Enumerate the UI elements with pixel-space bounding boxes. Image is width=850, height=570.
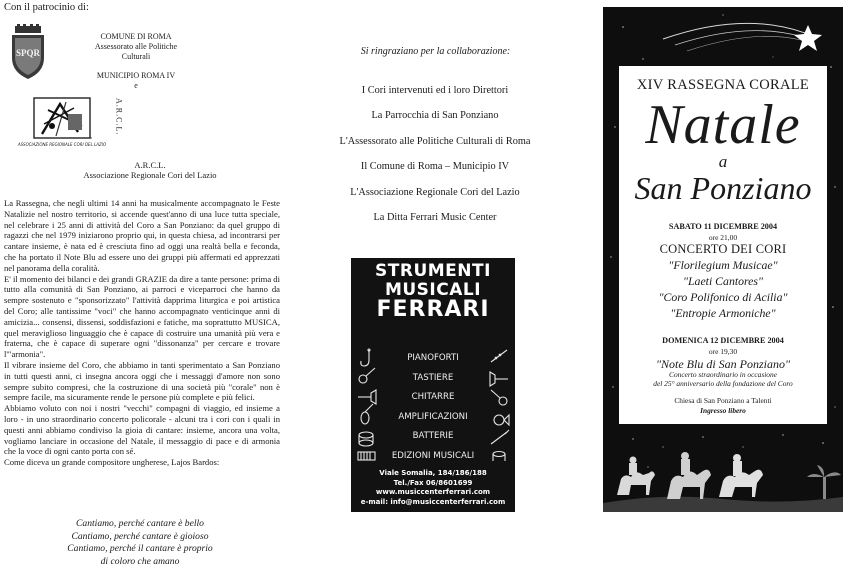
camel-icon xyxy=(667,452,711,499)
ad-product: CHITARRE xyxy=(411,392,455,403)
note-blu-title: "Note Blu di San Ponziano" xyxy=(655,357,791,371)
keyboard-icon xyxy=(358,452,375,460)
ad-email: e-mail: info@musiccenterferrari.com xyxy=(360,497,506,506)
flute-icon xyxy=(491,350,507,362)
second-concert-date: DOMENICA 12 DICEMBRE 2004 xyxy=(662,336,784,345)
ad-title xyxy=(351,262,515,321)
arcl-caption-line: Associazione Regionale Cori del Lazio xyxy=(83,170,217,180)
guitar-icon xyxy=(359,368,375,383)
camel-icon xyxy=(617,457,655,496)
choir-name: "Laeti Cantores" xyxy=(683,274,763,288)
thanks-item: La Ditta Ferrari Music Center xyxy=(373,211,497,223)
venue: Chiesa di San Ponziano a Talenti xyxy=(674,396,772,405)
arcl-logo-icon xyxy=(17,96,110,156)
comune-block xyxy=(52,32,220,91)
concert-title: CONCERTO DEI CORI xyxy=(659,242,787,256)
instrument-icons-left xyxy=(355,348,379,466)
body-paragraph: Come diceva un grande compositore ungherese, Lajos Bardos: xyxy=(4,457,220,468)
drum-icon xyxy=(493,452,505,462)
ferrari-advertisement xyxy=(351,258,515,512)
second-concert-time: ore 19,30 xyxy=(708,347,738,356)
program-card xyxy=(619,66,827,424)
choir-name: "Florilegium Musicae" xyxy=(668,258,778,272)
arcl-logo-side-text: A.R.C.L. xyxy=(114,98,124,136)
comune-line: MUNICIPIO ROMA IV xyxy=(96,71,176,80)
first-concert-time: ore 21,00 xyxy=(708,233,738,242)
ad-product: BATTERIE xyxy=(412,431,454,442)
thanks-list xyxy=(305,84,565,236)
bardos-poem xyxy=(40,518,240,568)
camel-icon xyxy=(719,454,763,497)
comune-line xyxy=(52,62,220,71)
note-blu-description-line: del 25° anniversario della fondazione del Coro xyxy=(653,378,793,388)
ad-title-line: FERRARI xyxy=(376,297,490,322)
comune-line: COMUNE DI ROMA xyxy=(100,32,172,41)
svg-text:SPQR: SPQR xyxy=(15,48,41,58)
ad-title-line: STRUMENTI xyxy=(375,261,491,281)
ad-product: TASTIERE xyxy=(412,372,454,383)
rome-crest-icon xyxy=(8,24,48,80)
trumpet-icon xyxy=(490,372,508,386)
body-paragraph: E' il momento dei bilanci e dei grandi GRAZIE da dire a tante persone: prima di tutto alla comunità di San Ponziano, ai parroci e viceparroci che hanno da sempre sostenuto e "sponsorizzato" l'attività dapprima liturgica e poi artistica del Coro; alle tantissime "voci" che hanno accompagnato venticinque anni di amicizia... consensi, dissensi, soddisfazioni e fatiche, ma soprattutto MUSICA, quel meraviglioso linguaggio che è capace di costruire una umanità più vera e fraterna, che è capace di superare ogni "dissonanza" per cercare e trovare l'"armonia". xyxy=(4,273,280,360)
thanks-item: La Parrocchia di San Ponziano xyxy=(371,110,499,122)
ad-website: www.musiccenterferrari.com xyxy=(375,488,491,497)
poem-line: Cantiamo, perché cantare è bello xyxy=(76,518,204,529)
ad-product-list xyxy=(379,352,487,470)
body-paragraph: Il vibrare insieme del Coro, che abbiamo in tanti sperimentato a San Ponziano in tutti questi anni, ci insegna ancora oggi che i messaggi d'amore non sono sempre subito compresi, che la costruzione di una società più "corale" non è sempre facile, ma sicuramente rende le persone più complete e più felici. xyxy=(4,359,280,403)
body-paragraph: Abbiamo voluto con noi i nostri "vecchi" compagni di viaggio, ed insieme a loro - in uno straordinario concerto policorale - alcuni tra i cori con i quali in questi anni abbiamo condiviso la gioia di cantare: insieme, ancora una volta, vogliamo lanciare in occasione del Natale, il messaggio di pace e di armonia che la voce di ogni canto porta con sé. xyxy=(4,403,280,457)
saxophone-icon xyxy=(361,349,370,366)
comune-line: Culturali xyxy=(121,52,151,61)
script-title-a: a xyxy=(718,152,728,171)
poem-line: Cantiamo, perché il cantare è proprio xyxy=(67,543,213,555)
script-title-natale: Natale xyxy=(645,94,801,156)
ad-phone: Tel./Fax 06/8601699 xyxy=(393,478,473,487)
thanks-item: L'Associazione Regionale Cori del Lazio xyxy=(350,186,520,198)
arcl-caption xyxy=(50,160,250,180)
clarinet-icon xyxy=(491,430,509,444)
entry-info: Ingresso libero xyxy=(700,406,746,415)
script-title-san-ponziano: San Ponziano xyxy=(634,170,812,206)
comune-line: Assessorato alle Politiche xyxy=(94,42,178,51)
choir-name: "Coro Polifonico di Acilia" xyxy=(658,290,788,304)
note-blu-description-line: Concerto straordinario in occasione xyxy=(669,370,777,379)
ad-contact-block xyxy=(351,469,515,507)
palm-tree-icon xyxy=(807,465,841,499)
ad-product: EDIZIONI MUSICALI xyxy=(391,450,475,461)
poem-line: di coloro che amano xyxy=(100,555,180,567)
thanks-item: L'Assessorato alle Politiche Culturali di Roma xyxy=(339,135,531,147)
drum-icon xyxy=(359,432,373,446)
choir-name: "Entropie Armoniche" xyxy=(670,306,776,320)
magi-camels-illustration xyxy=(603,447,843,512)
arcl-caption-line: A.R.C.L. xyxy=(134,160,166,170)
trumpet-icon xyxy=(358,390,376,404)
thanks-heading: Si ringraziano per la collaborazione: xyxy=(360,46,511,57)
instrument-icons-right xyxy=(487,348,511,466)
guitar-icon xyxy=(491,390,507,405)
ad-title-line: MUSICALI xyxy=(384,280,482,300)
rassegna-title: XIV RASSEGNA CORALE xyxy=(636,77,810,93)
arcl-logo-text: ASSOCIAZIONE REGIONALE CORI DEL LAZIO xyxy=(17,142,107,147)
introduction-text xyxy=(4,198,280,468)
ad-product: AMPLIFICAZIONI xyxy=(398,411,468,422)
thanks-item: I Cori intervenuti ed i loro Direttori xyxy=(361,85,509,96)
ad-product: PIANOFORTI xyxy=(407,353,459,363)
choirs-list xyxy=(619,258,827,322)
first-concert-date: SABATO 11 DICEMBRE 2004 xyxy=(668,222,778,231)
ad-address: Viale Somalia, 184/186/188 xyxy=(379,469,487,477)
body-paragraph: La Rassegna, che negli ultimi 14 anni ha musicalmente accompagnato le Feste Natalizie nel nostro territorio, si accende quest'anno di una luce tutta speciale, nel celebrare i 25 anni di attività del Coro a San Ponziano: da quel gruppo di ragazzi che nel 1979 iniziarono proprio qui, in questa chiesa, ad incontrarsi per cantare insieme, è nata ed è cresciuta fino ad oggi una realtà bella e feconda, che ha portato il Note Blu ad essere uno dei gruppi più affermati ed apprezzati nel panorama della coralità. xyxy=(4,198,280,273)
comune-line: e xyxy=(134,81,138,90)
violin-icon xyxy=(361,404,373,424)
note-blu-description xyxy=(627,371,819,388)
poem-line: Cantiamo, perché cantare è gioioso xyxy=(71,530,209,542)
thanks-item: Il Comune di Roma – Municipio IV xyxy=(360,161,510,173)
concert-cover xyxy=(603,7,843,512)
horn-icon xyxy=(494,415,509,425)
patronage-heading: Con il patrocinio di: xyxy=(4,2,89,13)
comet-icon xyxy=(663,23,822,51)
